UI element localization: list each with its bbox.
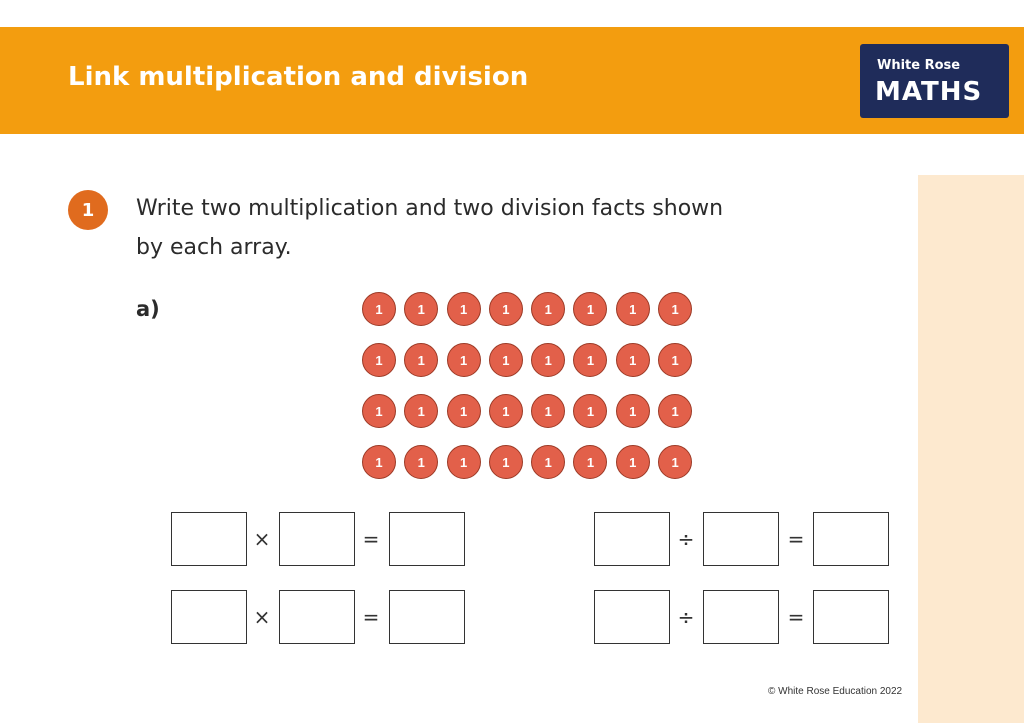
equals-symbol: = <box>787 527 805 551</box>
multiply-symbol: × <box>253 605 271 629</box>
question-text-line-2: by each array. <box>136 235 292 260</box>
place-value-counter: 1 <box>404 445 438 479</box>
place-value-counter: 1 <box>531 343 565 377</box>
answer-box[interactable] <box>389 512 465 566</box>
place-value-counter: 1 <box>362 292 396 326</box>
place-value-counter: 1 <box>489 343 523 377</box>
answer-box[interactable] <box>703 590 779 644</box>
answer-box[interactable] <box>171 590 247 644</box>
answer-box[interactable] <box>594 512 670 566</box>
place-value-counter: 1 <box>616 292 650 326</box>
place-value-counter: 1 <box>404 292 438 326</box>
answer-box[interactable] <box>171 512 247 566</box>
equals-symbol: = <box>787 605 805 629</box>
place-value-counter: 1 <box>447 394 481 428</box>
place-value-counter: 1 <box>573 343 607 377</box>
divide-symbol: ÷ <box>677 527 695 551</box>
page-title: Link multiplication and division <box>68 62 529 92</box>
place-value-counter: 1 <box>658 394 692 428</box>
answer-box[interactable] <box>703 512 779 566</box>
place-value-counter: 1 <box>489 292 523 326</box>
place-value-counter: 1 <box>362 445 396 479</box>
answer-box[interactable] <box>813 590 889 644</box>
place-value-counter: 1 <box>616 343 650 377</box>
answer-box[interactable] <box>279 512 355 566</box>
question-text-line-1: Write two multiplication and two division facts shown <box>136 196 724 221</box>
copyright-notice: © White Rose Education 2022 <box>768 686 903 697</box>
place-value-counter: 1 <box>658 445 692 479</box>
question-number-badge: 1 <box>68 190 108 230</box>
place-value-counter: 1 <box>489 445 523 479</box>
place-value-counter: 1 <box>404 343 438 377</box>
place-value-counter: 1 <box>616 394 650 428</box>
logo-top-text: White Rose <box>877 58 961 73</box>
place-value-counter: 1 <box>362 394 396 428</box>
place-value-counter: 1 <box>658 292 692 326</box>
place-value-counter: 1 <box>573 445 607 479</box>
place-value-counter: 1 <box>531 445 565 479</box>
multiply-symbol: × <box>253 527 271 551</box>
logo-bottom-text: MATHS <box>875 77 983 107</box>
place-value-counter: 1 <box>573 394 607 428</box>
place-value-counter: 1 <box>489 394 523 428</box>
counter-array <box>362 292 692 479</box>
equals-symbol: = <box>362 527 380 551</box>
place-value-counter: 1 <box>531 394 565 428</box>
place-value-counter: 1 <box>362 343 396 377</box>
white-rose-maths-logo <box>860 44 1009 118</box>
place-value-counter: 1 <box>531 292 565 326</box>
place-value-counter: 1 <box>404 394 438 428</box>
place-value-counter: 1 <box>447 343 481 377</box>
place-value-counter: 1 <box>658 343 692 377</box>
answer-box[interactable] <box>594 590 670 644</box>
equals-symbol: = <box>362 605 380 629</box>
side-panel <box>918 175 1024 723</box>
part-label: a) <box>136 297 160 321</box>
answer-box[interactable] <box>813 512 889 566</box>
divide-symbol: ÷ <box>677 605 695 629</box>
place-value-counter: 1 <box>447 292 481 326</box>
answer-box[interactable] <box>279 590 355 644</box>
place-value-counter: 1 <box>616 445 650 479</box>
place-value-counter: 1 <box>447 445 481 479</box>
answer-box[interactable] <box>389 590 465 644</box>
place-value-counter: 1 <box>573 292 607 326</box>
